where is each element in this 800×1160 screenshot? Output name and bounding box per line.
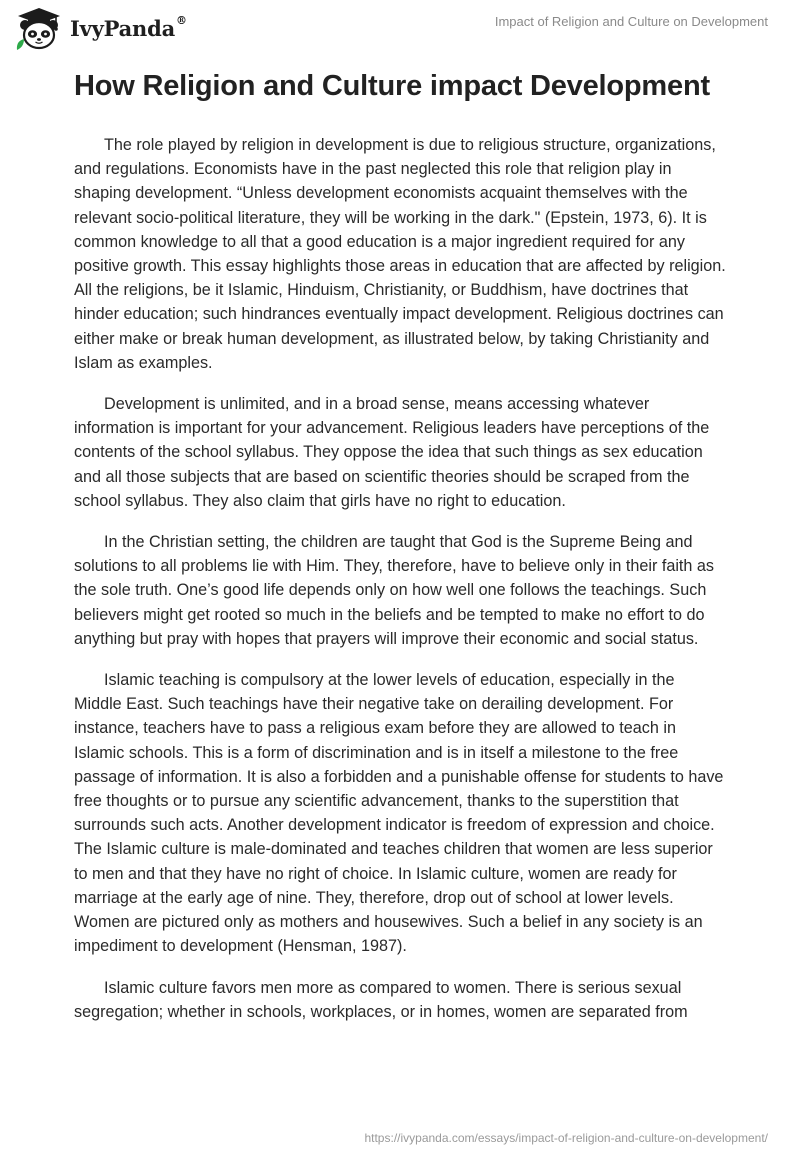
paragraph: Development is unlimited, and in a broad sense, means accessing whatever information is important for your advancement. Religious leaders have perceptions of the contents of the school syllabus. They oppose the idea that such things as sex education and all those subjects that are based on scientific theories should be scraped from the school syllabus. They also claim that girls have no right to education. bbox=[74, 395, 710, 510]
panda-graduate-icon bbox=[14, 6, 64, 50]
article-title: How Religion and Culture impact Development bbox=[74, 70, 710, 102]
registered-mark: ® bbox=[176, 13, 187, 27]
page-header bbox=[0, 0, 800, 60]
source-url[interactable]: https://ivypanda.com/essays/impact-of-religion-and-culture-on-development/ bbox=[364, 1131, 768, 1145]
article-body bbox=[74, 133, 726, 1041]
brand-name: IvyPanda® bbox=[70, 13, 187, 41]
paragraph: Islamic culture favors men more as compared to women. There is serious sexual segregation; whether in schools, workplaces, or in homes, women are separated from bbox=[74, 978, 688, 1021]
document-title: Impact of Religion and Culture on Development bbox=[494, 14, 768, 29]
paragraph: In the Christian setting, the children are taught that God is the Supreme Being and solutions to all problems lie with Him. They, therefore, have to believe only in their faith as the sole truth. One’s good life depends only on how well one follows the teachings. Such believers might get rooted so much in the beliefs and be tempted to make no effort to do anything but pray with hopes that prayers will improve their economic and social status. bbox=[74, 533, 715, 648]
paragraph: Islamic teaching is compulsory at the lower levels of education, especially in the Middle East. Such teachings have their negative take on derailing development. For instance, teachers have to pass a religious exam before they are allowed to teach in Islamic schools. This is a form of discrimination and is in itself a milestone to the free passage of information. It is also a forbidden and a punishable offense for students to have free thoughts or to pursue any scientific advancement, thanks to the superstition that surrounds such acts. Another development indicator is freedom of expression and choice. The Islamic culture is male-dominated and teaches children that women are less superior to men and that they have no right of choice. In Islamic culture, women are ready for marriage at the early age of nine. They, therefore, drop out of school at lower levels. Women are pictured only as mothers and housewives. Such a belief in any society is an impediment to development (Hensman, 1987). bbox=[74, 671, 724, 956]
ivypanda-logo[interactable] bbox=[14, 6, 187, 50]
paragraph: The role played by religion in development is due to religious structure, organizations, and regulations. Economists have in the past neglected this role that religion play in shaping development. “Unless development economists acquaint themselves with the relevant socio-political literature, they will be working in the dark." (Epstein, 1973, 6). It is common knowledge to all that a good education is a major ingredient required for any positive growth. This essay highlights those areas in education that are affected by religion. All the religions, be it Islamic, Hinduism, Christianity, or Buddhism, have doctrines that hinder education; such hindrances eventually impact development. Religious doctrines can either make or break human development, as illustrated below, by taking Christianity and Islam as examples. bbox=[74, 136, 726, 372]
